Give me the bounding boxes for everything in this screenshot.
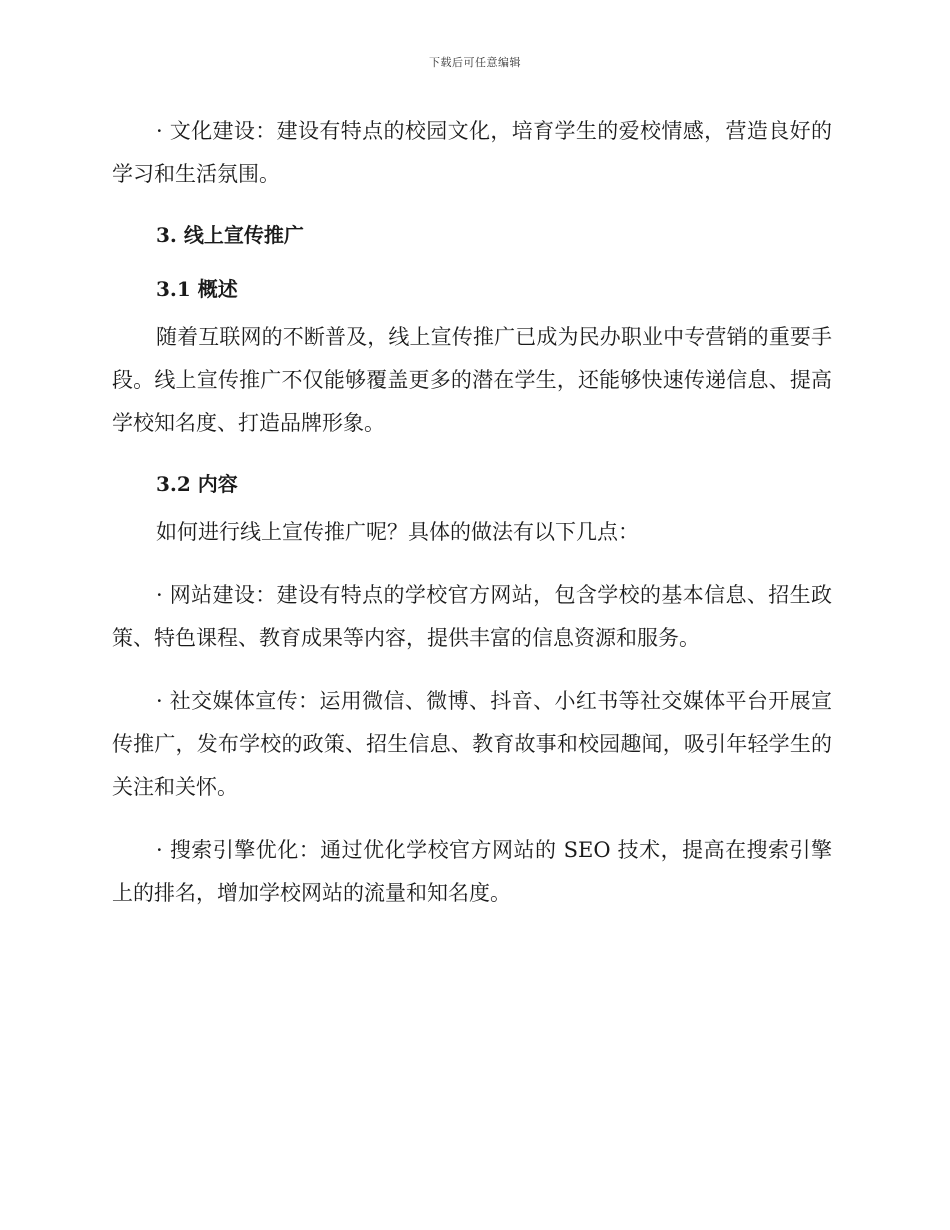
paragraph-culture: · 文化建设：建设有特点的校园文化，培育学生的爱校情感，营造良好的学习和生活氛围。: [112, 119, 832, 186]
document-body: [112, 110, 832, 915]
heading-section-3: 3. 线上宣传推广: [156, 223, 304, 247]
paragraph-website: · 网站建设：建设有特点的学校官方网站，包含学校的基本信息、招生政策、特色课程、教育成果等内容，提供丰富的信息资源和服务。: [112, 583, 832, 650]
paragraph-overview: 随着互联网的不断普及，线上宣传推广已成为民办职业中专营销的重要手段。线上宣传推广不仅能够覆盖更多的潜在学生，还能够快速传递信息、提高学校知名度、打造品牌形象。: [112, 325, 832, 435]
paragraph-social-media: · 社交媒体宣传：运用微信、微博、抖音、小红书等社交媒体平台开展宣传推广，发布学校的政策、招生信息、教育故事和校园趣闻，吸引年轻学生的关注和关怀。: [112, 689, 832, 799]
paragraph-seo: · 搜索引擎优化：通过优化学校官方网站的 SEO 技术，提高在搜索引擎上的排名，增加学校网站的流量和知名度。: [112, 838, 832, 905]
page-header: 下载后可任意编辑: [429, 56, 521, 69]
heading-section-3-1: 3.1 概述: [156, 277, 238, 301]
paragraph-intro: 如何进行线上宣传推广呢？具体的做法有以下几点：: [156, 520, 639, 544]
heading-section-3-2: 3.2 内容: [156, 472, 238, 496]
